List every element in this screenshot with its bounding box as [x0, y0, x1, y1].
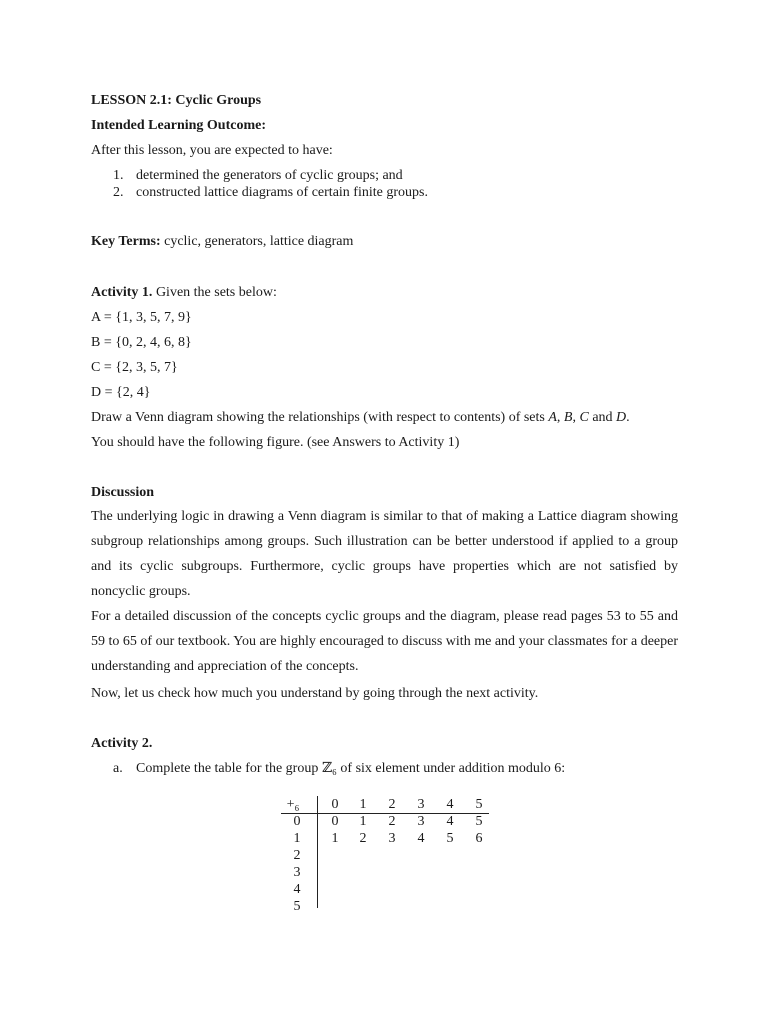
separator: and	[588, 410, 617, 425]
set-c-ref: C	[579, 410, 589, 425]
table-cell: 3	[388, 831, 396, 846]
key-terms	[91, 233, 353, 251]
ilo-intro: After this lesson, you are expected to have:	[91, 143, 333, 158]
outcome-text: determined the generators of cyclic groups; and	[136, 168, 403, 183]
table-row-label: 1	[293, 831, 301, 846]
table-row-label: 5	[293, 899, 301, 914]
discussion-paragraph-1: The underlying logic in drawing a Venn diagram is similar to that of making a Lattice diagram showing subgroup relationships among groups. Such illustration can be better understood if applied to a group and its cyclic subgroups. Furthermore, cyclic groups have properties which are not satisfied by noncyclic groups.	[91, 509, 678, 599]
table-cell: 4	[446, 814, 454, 829]
set-d: D = {2, 4}	[91, 385, 151, 400]
outcome-number: 2.	[113, 185, 124, 200]
set-b: B = {0, 2, 4, 6, 8}	[91, 335, 192, 350]
activity1-intro: Given the sets below:	[152, 285, 277, 300]
activity2-heading: Activity 2.	[91, 736, 153, 751]
set-a: A = {1, 3, 5, 7, 9}	[91, 310, 192, 325]
table-cell: 5	[475, 814, 483, 829]
ilo-heading: Intended Learning Outcome:	[91, 118, 266, 133]
period: .	[626, 410, 630, 425]
set-a-ref: A	[548, 410, 557, 425]
table-column-header: 3	[417, 797, 425, 812]
set-b-ref: B	[563, 410, 573, 425]
discussion-paragraph-2: For a detailed discussion of the concepts cyclic groups and the diagram, please read pages 53 to 55 and 59 to 65 of our textbook. You are highly encouraged to discuss with me and your classmates for a deeper understanding and appreciation of the concepts.	[91, 609, 678, 674]
table-cell: 1	[331, 831, 339, 846]
table-cell: 0	[331, 814, 339, 829]
separator: ,	[556, 410, 564, 425]
activity1-note: You should have the following figure. (see Answers to Activity 1)	[91, 435, 460, 450]
set-c: C = {2, 3, 5, 7}	[91, 360, 178, 375]
table-corner-operator: +₆	[286, 797, 300, 812]
table-column-header: 2	[388, 797, 396, 812]
outcome-number: 1.	[113, 168, 124, 183]
item-a-text: Complete the table for the group ℤ₆ of six element under addition modulo 6:	[136, 761, 566, 776]
discussion-heading: Discussion	[91, 485, 155, 500]
table-column-header: 5	[475, 797, 483, 812]
table-row-label: 0	[293, 814, 301, 829]
table-row-label: 4	[293, 882, 301, 897]
table-cell: 1	[359, 814, 367, 829]
key-terms-text: cyclic, generators, lattice diagram	[160, 234, 354, 249]
table-cell: 6	[475, 831, 483, 846]
table-cell: 2	[359, 831, 367, 846]
table-row-label: 3	[293, 865, 301, 880]
table-column-header: 1	[359, 797, 367, 812]
outcome-text: constructed lattice diagrams of certain finite groups.	[136, 185, 428, 200]
table-cell: 2	[388, 814, 396, 829]
table-cell: 5	[446, 831, 454, 846]
item-a-label: a.	[113, 761, 123, 776]
table-row-label: 2	[293, 848, 301, 863]
table-cell: 3	[417, 814, 425, 829]
discussion-paragraph-3: Now, let us check how much you understand by going through the next activity.	[91, 686, 539, 701]
activity1-label: Activity 1.	[91, 285, 153, 300]
table-cell: 4	[417, 831, 425, 846]
separator: ,	[572, 410, 580, 425]
activity1-instruction	[91, 409, 630, 427]
set-d-ref: D	[616, 410, 627, 425]
table-column-header: 0	[331, 797, 339, 812]
key-terms-label: Key Terms:	[91, 234, 161, 249]
activity1-heading	[91, 284, 277, 302]
lesson-title: LESSON 2.1: Cyclic Groups	[91, 93, 262, 108]
instruction-text: Draw a Venn diagram showing the relationships (with respect to contents) of sets	[91, 410, 549, 425]
table-column-header: 4	[446, 797, 454, 812]
